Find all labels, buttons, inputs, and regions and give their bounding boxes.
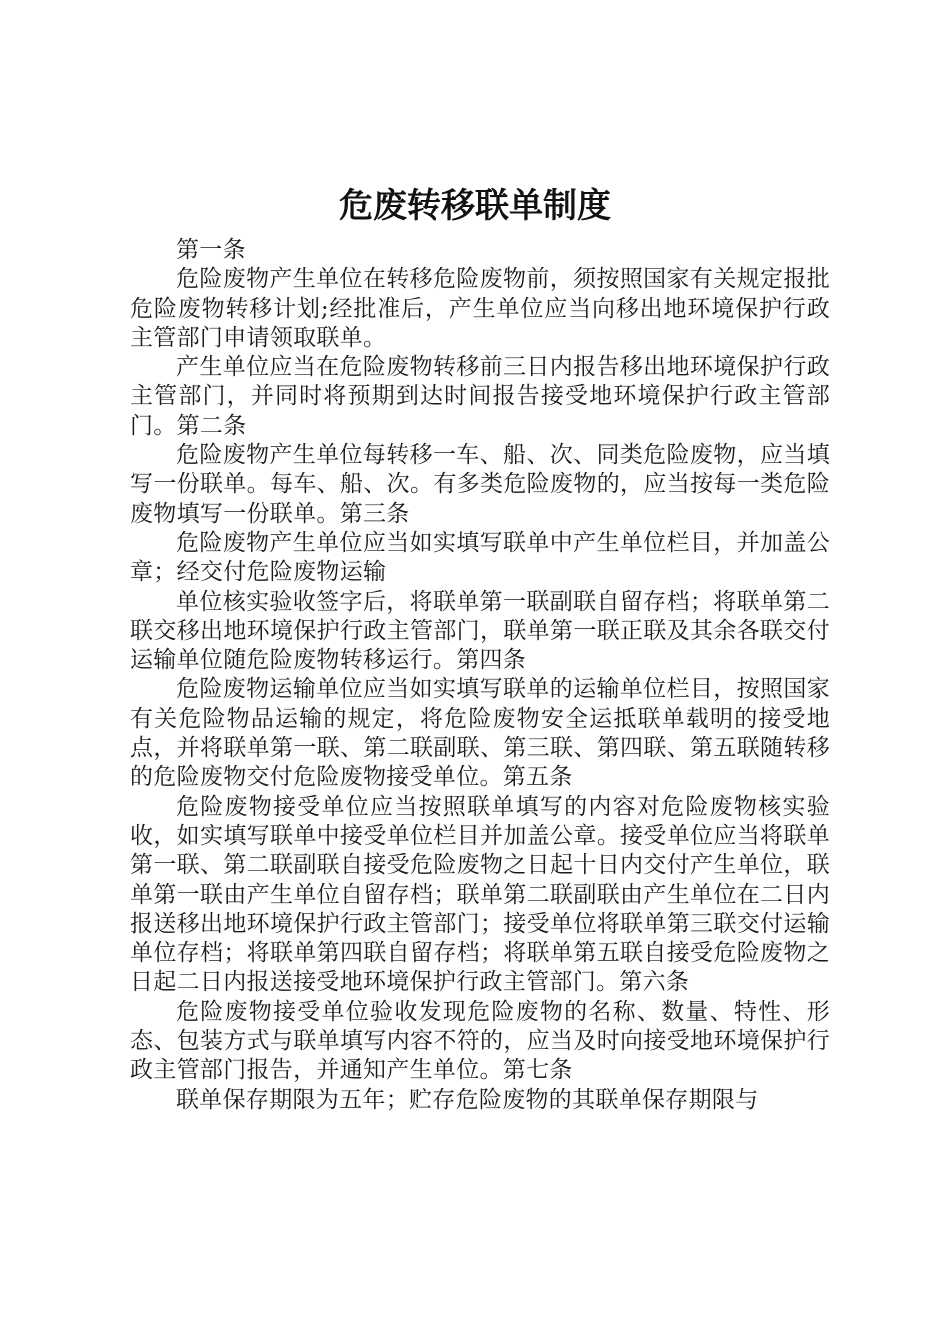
paragraph: 危险废物运输单位应当如实填写联单的运输单位栏目，按照国家有关危险物品运输的规定，将危险废物安全运抵联单载明的接受地点，并将联单第一联、第二联副联、第三联、第四联、第五联随转移的危险废物交付危险废物接受单位。第五条: [130, 676, 830, 791]
paragraph: 产生单位应当在危险废物转移前三日内报告移出地环境保护行政主管部门，并同时将预期到达时间报告接受地环境保护行政主管部门。第二条: [130, 354, 830, 439]
paragraph: 危险废物产生单位每转移一车、船、次、同类危险废物，应当填写一份联单。每车、船、次。有多类危险废物的，应当按每一类危险废物填写一份联单。第三条: [130, 442, 830, 527]
paragraph: 联单保存期限为五年；贮存危险废物的其联单保存期限与: [176, 1086, 759, 1113]
paragraph: 危险废物产生单位应当如实填写联单中产生单位栏目，并加盖公章；经交付危险废物运输: [130, 529, 830, 586]
paragraph: 单位核实验收签字后，将联单第一联副联自留存档；将联单第二联交移出地环境保护行政主管部门，联单第一联正联及其余各联交付运输单位随危险废物转移运行。第四条: [130, 588, 830, 674]
paragraph: 危险废物接受单位应当按照联单填写的内容对危险废物核实验收，如实填写联单中接受单位栏目并加盖公章。接受单位应当将联单第一联、第二联副联自接受危险废物之日起十日内交付产生单位，联单第一联由产生单位自留存档；联单第二联副联由产生单位在二日内报送移出地环境保护行政主管部门；接受单位将联单第三联交付运输单位存档；将联单第四联自留存档；将联单第五联自接受危险废物之日起二日内报送接受地环境保护行政主管部门。第六条: [130, 793, 830, 996]
paragraph: 危险废物产生单位在转移危险废物前，须按照国家有关规定报批危险废物转移计划;经批准后，产生单位应当向移出地环境保护行政主管部门申请领取联单。: [130, 266, 830, 351]
paragraph: 危险废物接受单位验收发现危险废物的名称、数量、特性、形态、包装方式与联单填写内容不符的，应当及时向接受地环境保护行政主管部门报告，并通知产生单位。第七条: [130, 998, 830, 1084]
document-title: 危废转移联单制度: [339, 186, 611, 226]
document-body: [130, 236, 830, 1115]
paragraph-article-1: 第一条: [176, 237, 246, 263]
